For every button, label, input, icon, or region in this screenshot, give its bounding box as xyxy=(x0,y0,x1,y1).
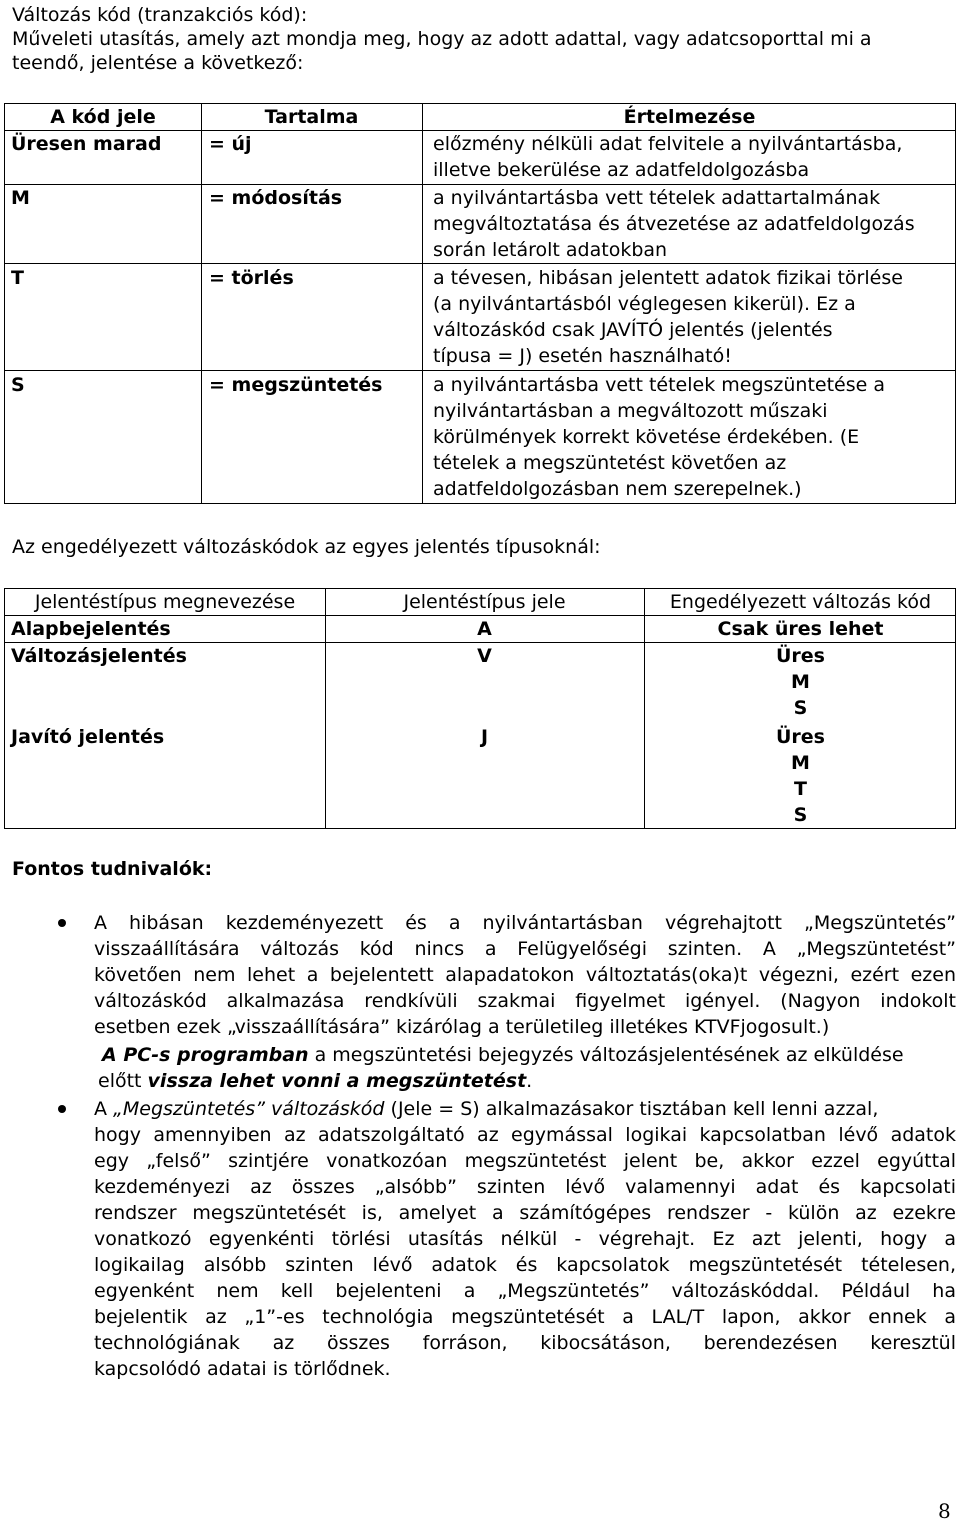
meaning-line: a nyilvántartásba vett tételek megszüntetése a xyxy=(433,374,886,396)
paragraph-line: kezdeményezi az összes „alsóbb” szinten lévő valamennyi adat és kapcsolati xyxy=(94,1176,956,1198)
paragraph-line: változáskód alkalmazása rendkívüli szakmai figyelmet igényel. (Nagyon indokolt xyxy=(94,990,956,1012)
allowed-code-cell: M xyxy=(791,671,810,693)
allowed-code-cell: Üres xyxy=(776,726,825,748)
type-sign-cell: V xyxy=(477,645,492,667)
paragraph-line: vonatkozó egyenkénti törlési utasítás nélkül - végrehajt. Ez azt jelenti, hogy a xyxy=(94,1228,956,1250)
column-header: Értelmezése xyxy=(623,106,756,128)
intro-line: Műveleti utasítás, amely azt mondja meg, hogy az adott adattal, vagy adatcsoporttal mi a xyxy=(12,28,872,50)
allowed-code-cell: Üres xyxy=(776,645,825,667)
section-heading: Változás kód (tranzakciós kód): xyxy=(12,4,308,26)
meaning-line: típusa = J) esetén használható! xyxy=(433,345,732,367)
type-name-cell: Változásjelentés xyxy=(11,645,187,667)
pc-note-text: . xyxy=(526,1070,533,1092)
meaning-line: változáskód csak JAVÍTÓ jelentés (jelentés xyxy=(433,319,833,341)
paragraph-line: esetben ezek „visszaállítására” kizárólag a területileg illetékes KTVFjogosult.) xyxy=(94,1016,830,1038)
pc-note-text: a megszüntetési bejegyzés változásjelentésének az elküldése xyxy=(308,1044,904,1066)
paragraph-line: hogy amennyiben az adatszolgáltató az egymással logikai kapcsolatban lévő adatok xyxy=(94,1124,956,1146)
paragraph-line: bejelentik az „1”-es technológia megszüntetését a LAL/T lapon, akkor ennek a xyxy=(94,1306,956,1328)
paragraph-line: rendszer megszüntetését is, amelyet a számítógépes rendszer - külön az ezekre xyxy=(94,1202,956,1224)
notes-heading: Fontos tudnivalók: xyxy=(12,858,213,880)
type-name-cell: Alapbejelentés xyxy=(11,618,171,640)
meaning-line: illetve bekerülése az adatfeldolgozásba xyxy=(433,159,810,181)
meaning-line: a nyilvántartásba vett tételek adattartalmának xyxy=(433,187,881,209)
column-header: Engedélyezett változás kód xyxy=(669,591,932,613)
allowed-code-cell: M xyxy=(791,752,810,774)
pc-note-text: előtt xyxy=(98,1070,148,1092)
page-number: 8 xyxy=(938,1499,951,1523)
code-cell: M xyxy=(11,187,30,209)
table-rule xyxy=(5,263,955,264)
paragraph-line: A hibásan kezdeményezett és a nyilvántartásban végrehajtott „Megszüntetés” xyxy=(94,912,956,934)
column-header: Tartalma xyxy=(264,106,359,128)
meaning-line: előzmény nélküli adat felvitele a nyilvántartásba, xyxy=(433,133,903,155)
pc-note-line xyxy=(98,1068,532,1094)
bullet-icon xyxy=(58,1105,66,1113)
paragraph-emphasis: „Megszüntetés” változáskód xyxy=(113,1098,385,1120)
code-cell: Üresen marad xyxy=(11,133,162,155)
paragraph-line: kapcsolódó adatai is törlődnek. xyxy=(94,1358,391,1380)
paragraph-line: logikailag alsóbb szinten lévő adatok és kapcsolatok megszüntetését tételesen, xyxy=(94,1254,956,1276)
table-rule xyxy=(5,370,955,371)
meaning-line: megváltoztatása és átvezetése az adatfeldolgozás xyxy=(433,213,915,235)
code-cell: T xyxy=(11,267,24,289)
column-header: Jelentéstípus jele xyxy=(403,591,566,613)
allowed-code-cell: T xyxy=(794,778,807,800)
column-header: Jelentéstípus megnevezése xyxy=(34,591,296,613)
meaning-line: során letárolt adatokban xyxy=(433,239,668,261)
paragraph-text: (Jele = S) alkalmazásakor tisztában kell lenni azzal, xyxy=(384,1098,879,1120)
meaning-line: körülmények korrekt követése érdekében. (E xyxy=(433,426,860,448)
paragraph-line: visszaállítására változás kód nincs a Felügyelőségi szinten. A „Megszüntetést” xyxy=(94,938,956,960)
content-cell: = törlés xyxy=(209,267,294,289)
allowed-code-cell: S xyxy=(793,697,808,719)
content-cell: = módosítás xyxy=(209,187,343,209)
pc-note-line xyxy=(102,1042,904,1068)
meaning-line: a tévesen, hibásan jelentett adatok fizikai törlése xyxy=(433,267,903,289)
paragraph-line xyxy=(94,1096,878,1122)
paragraph-line: technológiának az összes forráson, kibocsátáson, berendezésen keresztül xyxy=(94,1332,956,1354)
intro-line: teendő, jelentése a következő: xyxy=(12,52,304,74)
content-cell: = új xyxy=(209,133,252,155)
table-rule xyxy=(422,104,423,503)
meaning-line: tételek a megszüntetést követően az xyxy=(433,452,787,474)
type-sign-cell: A xyxy=(477,618,492,640)
section-heading: Az engedélyezett változáskódok az egyes jelentés típusoknál: xyxy=(12,536,601,558)
column-header: A kód jele xyxy=(50,106,156,128)
meaning-line: adatfeldolgozásban nem szerepelnek.) xyxy=(433,478,802,500)
change-code-table xyxy=(4,103,956,504)
pc-note-emphasis: vissza lehet vonni a megszüntetést xyxy=(147,1070,527,1092)
content-cell: = megszüntetés xyxy=(209,374,383,396)
paragraph-text: A xyxy=(94,1098,114,1120)
code-cell: S xyxy=(11,374,25,396)
report-type-table xyxy=(4,588,956,829)
paragraph-line: követően nem lehet a bejelentett alapadatokon változtatás(oka)t végezni, ezért ezen xyxy=(94,964,956,986)
meaning-line: (a nyilvántartásból véglegesen kikerül). Ez a xyxy=(433,293,856,315)
allowed-code-cell: S xyxy=(793,804,808,826)
bullet-icon xyxy=(58,919,66,927)
table-rule xyxy=(201,104,202,503)
type-sign-cell: J xyxy=(480,726,489,748)
allowed-code-cell: Csak üres lehet xyxy=(717,618,884,640)
pc-note-emphasis: A PC-s programban xyxy=(102,1044,309,1066)
meaning-line: nyilvántartásban a megváltozott műszaki xyxy=(433,400,828,422)
paragraph-line: egyenként nem kell bejelenteni a „Megszüntetés” változáskóddal. Például ha xyxy=(94,1280,956,1302)
type-name-cell: Javító jelentés xyxy=(11,726,165,748)
paragraph-line: egy „felső” szintjére vonatkozóan megszüntetést jelent be, akkor ezzel egyúttal xyxy=(94,1150,956,1172)
